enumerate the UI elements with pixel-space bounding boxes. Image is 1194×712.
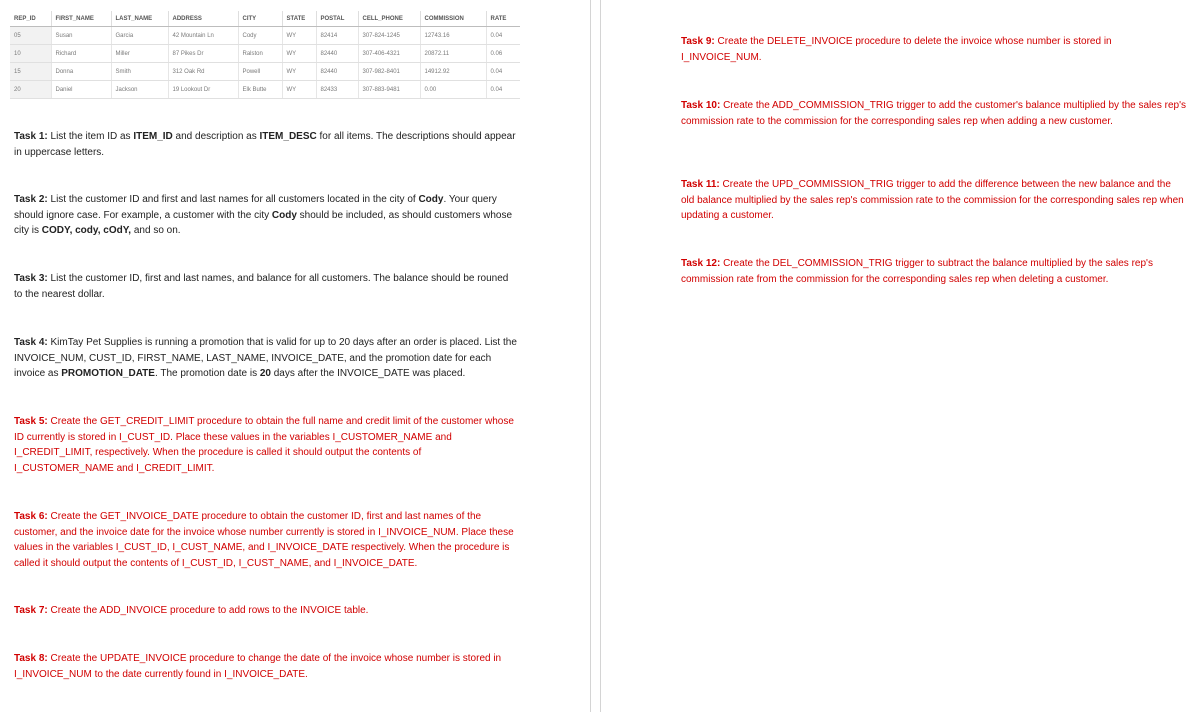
header-address: ADDRESS: [168, 11, 238, 27]
cell: Elk Butte: [238, 81, 282, 99]
cell: 307-824-1245: [358, 27, 420, 45]
task-text: Create the GET_INVOICE_DATE procedure to obtain the customer ID, first and last names of the customer, and the invoice date for the invoice whose number currently is stored in I_INVOICE_NUM. Place these values in the variables I_CUST_ID, I_CUST_NAME, and I_INVOICE_DATE respectively. When the procedure is called it should output the contents of I_CUST_ID, I_CUST_NAME, and I_INVOICE_DATE.: [14, 511, 514, 569]
cell: 87 Pikes Dr: [168, 45, 238, 63]
header-commission: COMMISSION: [420, 11, 486, 27]
table-row: [10, 63, 520, 81]
task-text: . Your query should ignore case. For example, a customer with the city: [14, 194, 497, 221]
cell: 82433: [316, 81, 358, 99]
cell: WY: [282, 81, 316, 99]
cell: 20: [10, 81, 51, 99]
task-bold: Cody: [418, 194, 444, 205]
task-text: should be included, as should customers whose city is: [14, 209, 513, 236]
cell: 19 Lookout Dr: [168, 81, 238, 99]
cell: 307-406-4321: [358, 45, 420, 63]
cell: 0.00: [420, 81, 486, 99]
cell: 10: [10, 45, 51, 63]
header-rep-id: REP_ID: [10, 11, 51, 27]
task-8: [14, 651, 519, 682]
task-label: Task 5:: [14, 416, 48, 427]
task-10: [681, 98, 1186, 129]
task-12: [681, 256, 1186, 287]
cell: Garcia: [111, 27, 168, 45]
task-7: [14, 603, 519, 619]
task-text: Create the ADD_INVOICE procedure to add rows to the INVOICE table.: [47, 605, 369, 616]
cell: 0.04: [486, 63, 520, 81]
cell: 0.06: [486, 45, 520, 63]
task-label: Task 4:: [14, 337, 48, 348]
task-bold: ITEM_ID: [133, 131, 173, 142]
cell: 42 Mountain Ln: [168, 27, 238, 45]
cell: Powell: [238, 63, 282, 81]
cell: Richard: [51, 45, 111, 63]
task-text: for all items. The descriptions should appear in uppercase letters.: [14, 131, 516, 158]
header-cell-phone: CELL_PHONE: [358, 11, 420, 27]
header-postal: POSTAL: [316, 11, 358, 27]
page-gutter: [590, 0, 601, 712]
task-text: List the customer ID, first and last names, and balance for all customers. The balance should be rouned to the nearest dollar.: [14, 273, 509, 300]
cell: 307-982-8401: [358, 63, 420, 81]
cell: 82440: [316, 45, 358, 63]
header-state: STATE: [282, 11, 316, 27]
cell: Susan: [51, 27, 111, 45]
cell: Donna: [51, 63, 111, 81]
header-last-name: LAST_NAME: [111, 11, 168, 27]
cell: 05: [10, 27, 51, 45]
cell: WY: [282, 63, 316, 81]
task-1: [14, 129, 519, 160]
cell: 20872.11: [420, 45, 486, 63]
task-11: [681, 177, 1186, 224]
cell: Ralston: [238, 45, 282, 63]
task-bold: 20: [259, 368, 271, 379]
cell: 0.04: [486, 81, 520, 99]
header-rate: RATE: [486, 11, 520, 27]
cell: 307-883-9481: [358, 81, 420, 99]
task-5: [14, 414, 519, 476]
task-label: Task 6:: [14, 511, 48, 522]
task-9: [681, 34, 1186, 65]
task-bold: CODY, cody, cOdY,: [41, 225, 132, 236]
rep-table: [10, 11, 520, 99]
cell: WY: [282, 27, 316, 45]
table-row: [10, 81, 520, 99]
cell: Jackson: [111, 81, 168, 99]
task-bold: Cody: [271, 209, 297, 221]
task-label: Task 3:: [14, 273, 48, 284]
task-text: KimTay Pet Supplies is running a promotion that is valid for up to 20 days after an order is placed. List the INVOICE_NUM, CUST_ID, FIRST_NAME, LAST_NAME, INVOICE_DATE, and the promotion date for each invoice as: [14, 337, 517, 379]
task-3: [14, 271, 519, 302]
task-text: Create the ADD_COMMISSION_TRIG trigger to add the customer's balance multiplied by the sales rep's commission rate to the commission for the corresponding sales rep when adding a new customer.: [681, 100, 1186, 127]
cell: Smith: [111, 63, 168, 81]
cell: 312 Oak Rd: [168, 63, 238, 81]
cell: 82440: [316, 63, 358, 81]
header-first-name: FIRST_NAME: [51, 11, 111, 27]
task-text: and description as: [172, 131, 260, 142]
table-row: [10, 27, 520, 45]
task-text: . The promotion date is: [154, 368, 260, 379]
cell: Miller: [111, 45, 168, 63]
cell: 14912.92: [420, 63, 486, 81]
task-label: Task 1:: [14, 131, 48, 142]
task-label: Task 7:: [14, 605, 48, 616]
task-bold: ITEM_DESC: [259, 131, 317, 142]
cell: Daniel: [51, 81, 111, 99]
cell: 12743.16: [420, 27, 486, 45]
task-label: Task 8:: [14, 653, 48, 664]
task-text: List the customer ID and first and last names for all customers located in the city of: [47, 194, 419, 205]
task-label: Task 12:: [681, 258, 721, 269]
table-header-row: [10, 11, 520, 27]
task-2: [14, 192, 519, 239]
header-city: CITY: [238, 11, 282, 27]
cell: Cody: [238, 27, 282, 45]
task-text: days after the INVOICE_DATE was placed.: [270, 368, 466, 379]
table-row: [10, 45, 520, 63]
task-label: Task 9:: [681, 36, 715, 47]
task-bold: PROMOTION_DATE: [61, 368, 155, 379]
cell: WY: [282, 45, 316, 63]
task-6: [14, 509, 519, 571]
task-text: Create the GET_CREDIT_LIMIT procedure to obtain the full name and credit limit of the customer whose ID currently is stored in I_CUST_ID. Place these values in the variables I_CUSTOMER_NAME and I_CREDIT_LIMIT, respectively. When the procedure is called it should output the contents of I_CUSTOMER_NAME and I_CREDIT_LIMIT.: [14, 416, 514, 474]
task-label: Task 2:: [14, 194, 48, 205]
task-text: Create the DELETE_INVOICE procedure to delete the invoice whose number is stored in I_INVOICE_NUM.: [681, 36, 1112, 63]
task-text: List the item ID as: [47, 131, 134, 142]
task-text: Create the UPD_COMMISSION_TRIG trigger to add the difference between the new balance and the old balance multiplied by the sales rep's commission rate to the commission for the corresponding sales rep when updating a customer.: [681, 179, 1184, 221]
cell: 0.04: [486, 27, 520, 45]
task-label: Task 10:: [681, 100, 721, 111]
task-text: Create the DEL_COMMISSION_TRIG trigger to subtract the balance multiplied by the sales rep's commission rate from the commission for the corresponding sales rep when deleting a customer.: [681, 258, 1153, 285]
cell: 82414: [316, 27, 358, 45]
cell: 15: [10, 63, 51, 81]
task-text: and so on.: [131, 225, 181, 236]
task-4: [14, 335, 519, 382]
task-label: Task 11:: [681, 179, 720, 190]
task-text: Create the UPDATE_INVOICE procedure to change the date of the invoice whose number is stored in I_INVOICE_NUM to the date currently found in I_INVOICE_DATE.: [14, 653, 502, 680]
